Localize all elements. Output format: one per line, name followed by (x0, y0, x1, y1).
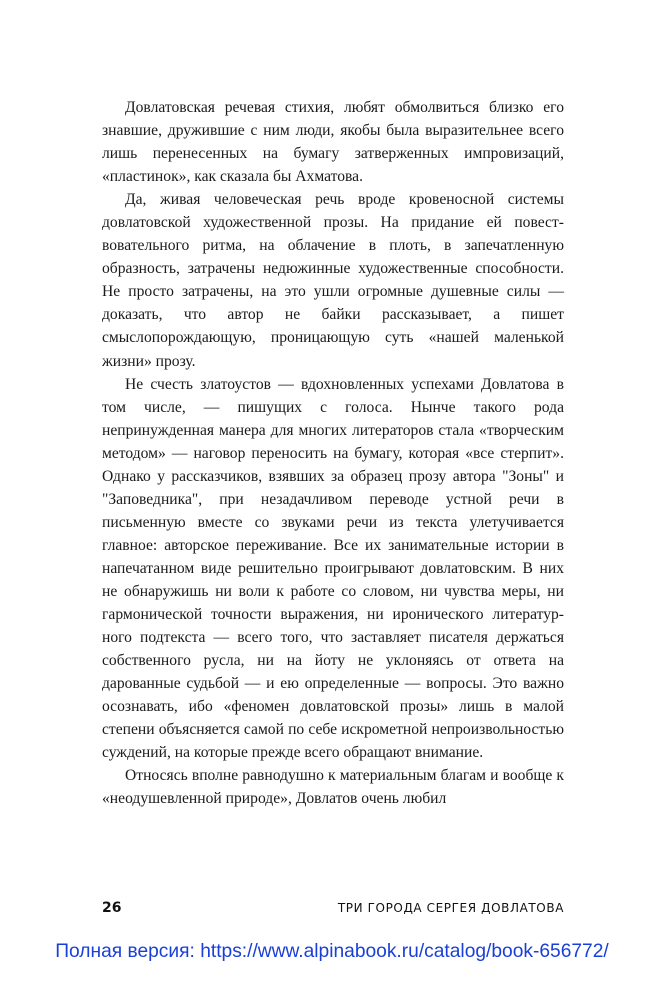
book-page-body (102, 96, 564, 810)
paragraph-1: Довлатовская речевая стихия, любят обмолвиться близко его знавшие, дружившие с ним люди, якобы была выразительнее всего лишь перенесенных на бумагу затверженных импровизаций, «пластинок», как сказала бы Ахматова. (102, 99, 564, 186)
paragraph-2: Да, живая человеческая речь вроде кровеносной системы довлатовской художественной прозы. На придание ей повествовательного ритма, на облачение в плоть, в запечатленную образность, затрачены недюжинные художественные способности. Не просто затрачены, на это ушли огромные душевные силы — доказать, что автор не байки рассказывает, а пишет смыслопорождающую, проницающую суть «нашей маленькой жизни» прозу. (102, 191, 564, 370)
running-head: ТРИ ГОРОДА СЕРГЕЯ ДОВЛАТОВА (337, 901, 564, 915)
full-version-label: Полная версия: (55, 941, 195, 962)
paragraph-4: Относясь вполне равнодушно к материальным благам и вообще к «неодушевленной природе», Довлатов очень любил (102, 767, 564, 808)
page-number: 26 (102, 900, 122, 916)
paragraph-3: Не счесть златоустов — вдохновленных успехами Довлатова в том числе, — пишущих с голоса. Нынче такого рода непринужденная манера для многих литераторов стала «творческим методом» — наговор переносить на бумагу, которая «все стерпит». Однако у рассказчиков, взявших за образец прозу автора "Зоны" и "Заповедника", при незадачливом переводе устной речи в письменную вместе со звуками речи из текста улетучивается главное: авторское переживание. Все их занимательные истории в напечатанном виде решительно проигрывают довлатовским. В них не обнаружишь ни воли к работе со словом, ни чувства меры, ни гармонической точности выражения, ни иронического литературного подтекста — всего того, что заставляет писателя держаться собственного русла, ни на йоту не уклоняясь от ответа на дарованные судьбой — и ею определенные — вопросы. Это важно осознавать, ибо «феномен довлатовской прозы» лишь в малой степени объясняется самой по себе искрометной непроизвольностью суждений, на которые прежде всего обращают внимание. (102, 375, 564, 762)
full-version-banner (0, 941, 664, 963)
full-version-link[interactable]: https://www.alpinabook.ru/catalog/book-656772/ (200, 941, 609, 962)
page-footer (102, 898, 564, 918)
